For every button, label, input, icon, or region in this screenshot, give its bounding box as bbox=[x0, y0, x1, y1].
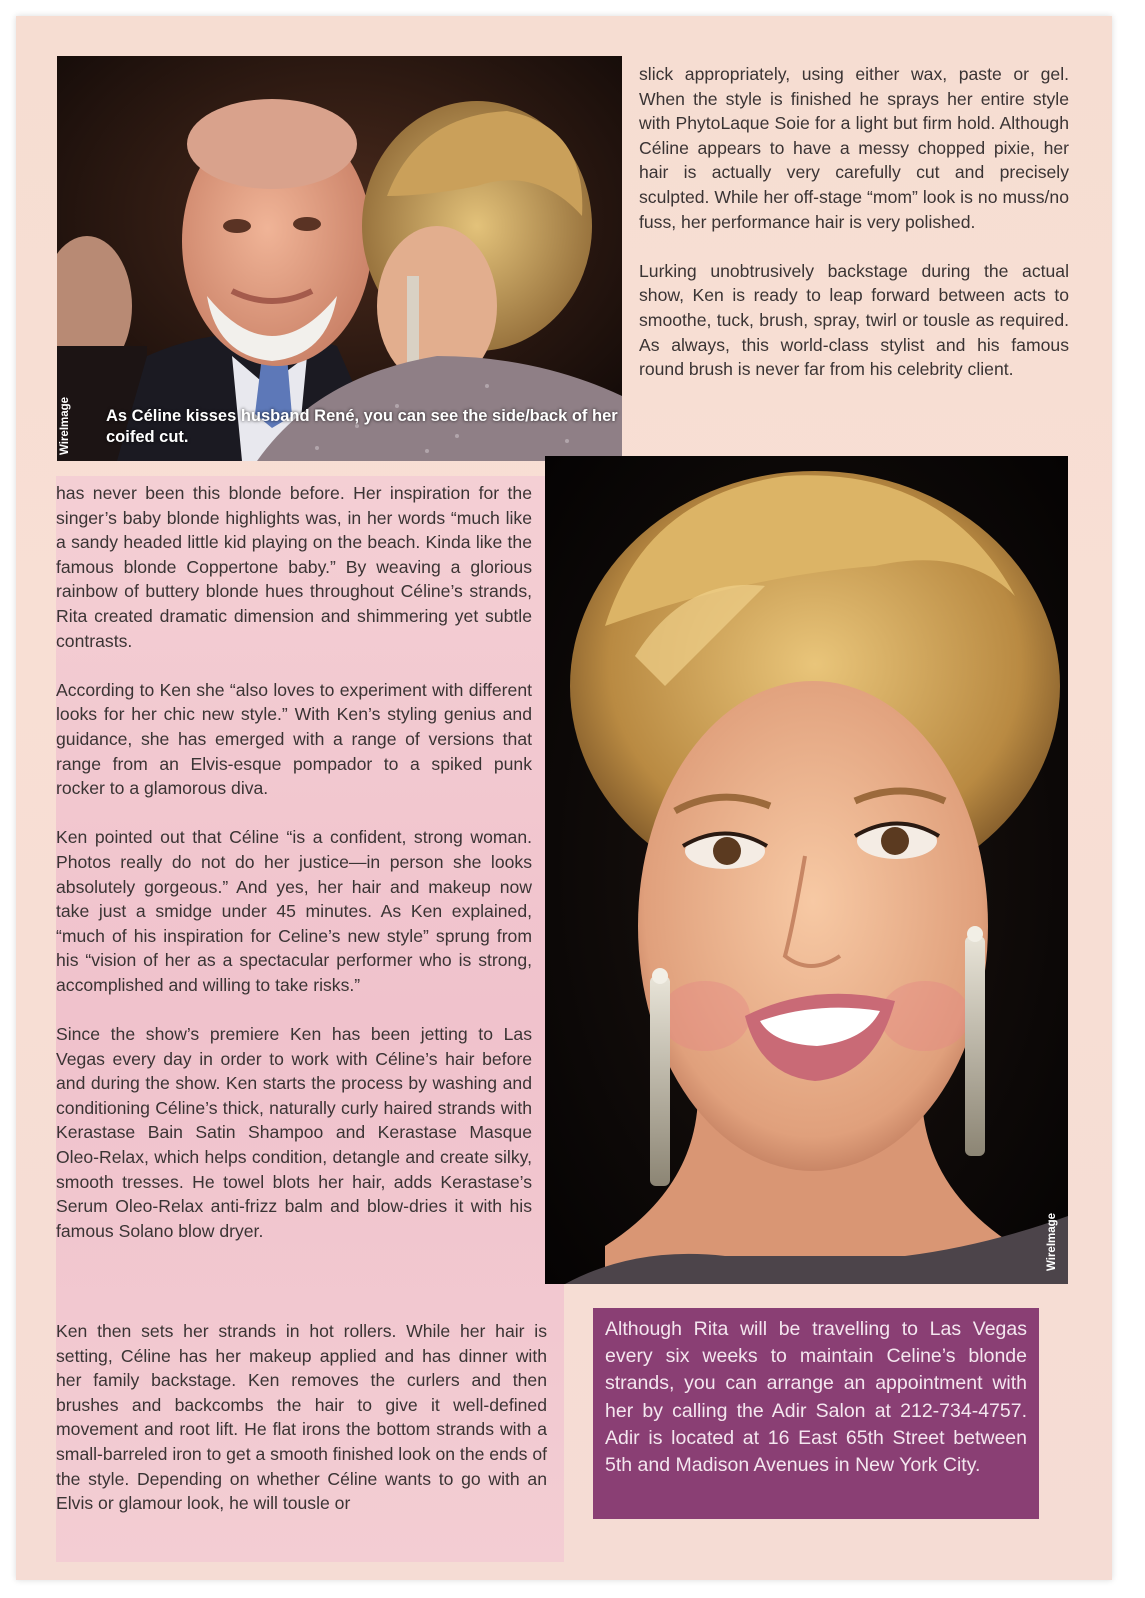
photo-caption: As Céline kisses husband René, you can see the side/back of her coifed cut. bbox=[106, 407, 618, 446]
left-column-final-paragraph bbox=[56, 1319, 547, 1540]
photo-credit-top: WireImage bbox=[59, 396, 71, 455]
right-column-text bbox=[639, 62, 1069, 406]
paragraph: slick appropriately, using either wax, paste or gel. When the style is finished he sprays her entire style with PhytoLaque Soie for a light but firm hold. Although Céline appears to have a messy chopped pixie, her hair is actually very carefully cut and precisely sculpted. While her off-stage “mom” look is no muss/no fuss, her performance hair is very polished. bbox=[639, 64, 1069, 232]
photo-credit-main: WireImage bbox=[1046, 1212, 1058, 1271]
paragraph: Lurking unobtrusively backstage during the actual show, Ken is ready to leap forward between acts to smoothe, tuck, brush, spray, twirl or tousle as required. As always, this world-class stylist and his famous round brush is never far from his celebrity client. bbox=[639, 260, 1069, 380]
photo-celine-kissing-rene bbox=[57, 56, 622, 461]
paragraph: Since the show’s premiere Ken has been jetting to Las Vegas every day in order to work with Céline’s hair before and during the show. Ken starts the process by washing and conditioning Céline’s thick, naturally curly haired strands with Kerastase Bain Satin Shampoo and Kerastase Masque Oleo-Relax, which helps condition, detangle and create silky, smooth tresses. He towel blots her hair, adds Kerastase’s Serum Oleo-Relax anti-frizz balm and blow-dries it with his famous Solano blow dryer. bbox=[56, 1024, 532, 1241]
paragraph: has never been this blonde before. Her inspiration for the singer’s baby blonde highlights was, in her words “much like a sandy headed little kid playing on the beach. Kinda like the famous blonde Coppertone baby.” By weaving a glorious rainbow of buttery blonde hues throughout Céline’s strands, Rita created dramatic dimension and shimmering yet subtle contrasts. bbox=[56, 483, 532, 651]
paragraph: Ken then sets her strands in hot rollers. While her hair is setting, Céline has her makeup applied and has dinner with her family backstage. Ken removes the curlers and then brushes and backcombs the hair to give it well-defined movement and root lift. He flat irons the bottom strands with a small-barreled iron to get a smooth finished look on the ends of the style. Depending on whether Céline wants to go with an Elvis or glamour look, he will tousle or bbox=[56, 1321, 547, 1514]
paragraph: According to Ken she “also loves to experiment with different looks for her chic new style.” With Ken’s styling genius and guidance, she has emerged with a range of versions that range from an Elvis-esque pompador to a spiked punk rocker to a glamorous diva. bbox=[56, 679, 532, 799]
salon-info-box: Although Rita will be travelling to Las Vegas every six weeks to maintain Celine’s blonde strands, you can arrange an appointment with her by calling the Adir Salon at 212-734-4757. Adir is located at 16 East 65th Street between 5th and Madison Avenues in New York City. bbox=[593, 1308, 1039, 1519]
photo-celine-portrait bbox=[545, 456, 1068, 1284]
paragraph: Ken pointed out that Céline “is a confident, strong woman. Photos really do not do her justice—in person she looks absolutely gorgeous.” And yes, her hair and makeup now take just a smidge under 45 minutes. As Ken explained, “much of his inspiration for Celine’s new style” sprung from his “vision of her as a spectacular performer who is strong, accomplished and willing to take risks.” bbox=[56, 827, 532, 995]
left-column-text bbox=[56, 481, 532, 1268]
